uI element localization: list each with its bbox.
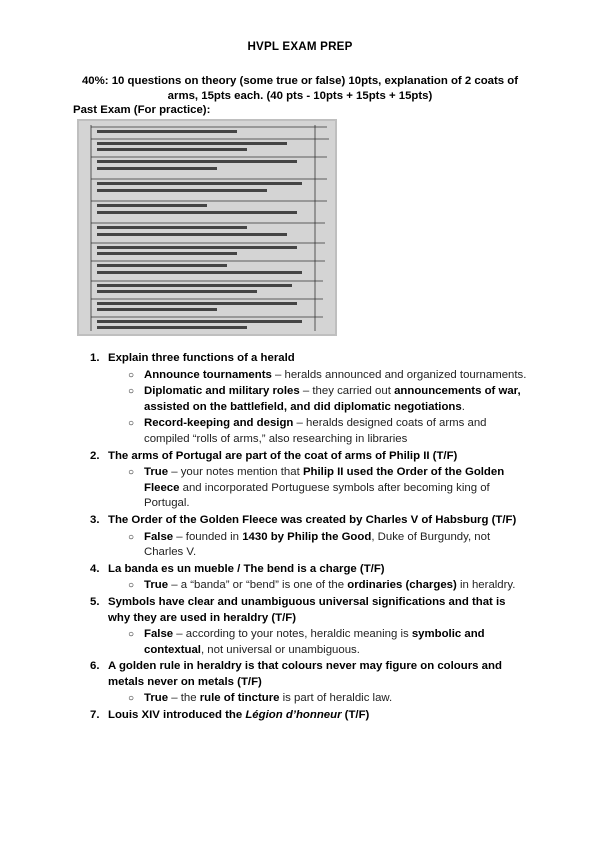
past-exam-label: Past Exam (For practice): bbox=[73, 104, 211, 116]
answer-item: ○ False – founded in 1430 by Philip the Good, Duke of Burgundy, not Charles V. bbox=[128, 530, 491, 559]
answer-item: ○ True – the rule of tincture is part of heraldic law. bbox=[128, 692, 393, 705]
question-item: 6. A golden rule in heraldry is that colours never may figure on colours and metals never on metals (T/F) bbox=[90, 660, 502, 688]
question-item: 4. La banda es un mueble / The bend is a charge (T/F) bbox=[90, 562, 385, 575]
question-list bbox=[90, 351, 530, 725]
answer-item: ○ Record-keeping and design – heralds designed coats of arms and compiled “rolls of arms,” also researching in libraries bbox=[128, 417, 487, 445]
answer-item: ○ Announce tournaments – heralds announced and organized tournaments. bbox=[128, 368, 527, 381]
exam-photo-image bbox=[77, 119, 337, 336]
answer-item: ○ True – your notes mention that Philip II used the Order of the Golden Fleece and incorporated Portuguese symbols after becoming king of Portugal. bbox=[128, 466, 505, 510]
question-item: 1. Explain three functions of a herald bbox=[90, 352, 295, 364]
page-title: HVPL EXAM PREP bbox=[247, 40, 353, 53]
answer-item: ○ False – according to your notes, heraldic meaning is symbolic and contextual, not universal or unambiguous. bbox=[128, 628, 485, 656]
question-item: 7. Louis XIV introduced the Légion d’honneur (T/F) bbox=[90, 709, 370, 722]
question-item: 2. The arms of Portugal are part of the coat of arms of Philip II (T/F) bbox=[90, 449, 458, 462]
question-item: 3. The Order of the Golden Fleece was created by Charles V of Habsburg (T/F) bbox=[90, 513, 517, 526]
intro-text: 40%: 10 questions on theory (some true or false) 10pts, explanation of 2 coats of arms, 15pts each. (40 pts - 10pts + 15pts + 15pts) bbox=[81, 75, 519, 103]
question-item: 5. Symbols have clear and unambiguous universal significations and that is why they are used in heraldry (T/F) bbox=[90, 595, 506, 624]
answer-item: ○ True – a “banda” or “bend” is one of the ordinaries (charges) in heraldry. bbox=[128, 579, 516, 592]
answer-item: ○ Diplomatic and military roles – they carried out announcements of war, assisted on the battlefield, and did diplomatic negotiations. bbox=[128, 385, 521, 413]
